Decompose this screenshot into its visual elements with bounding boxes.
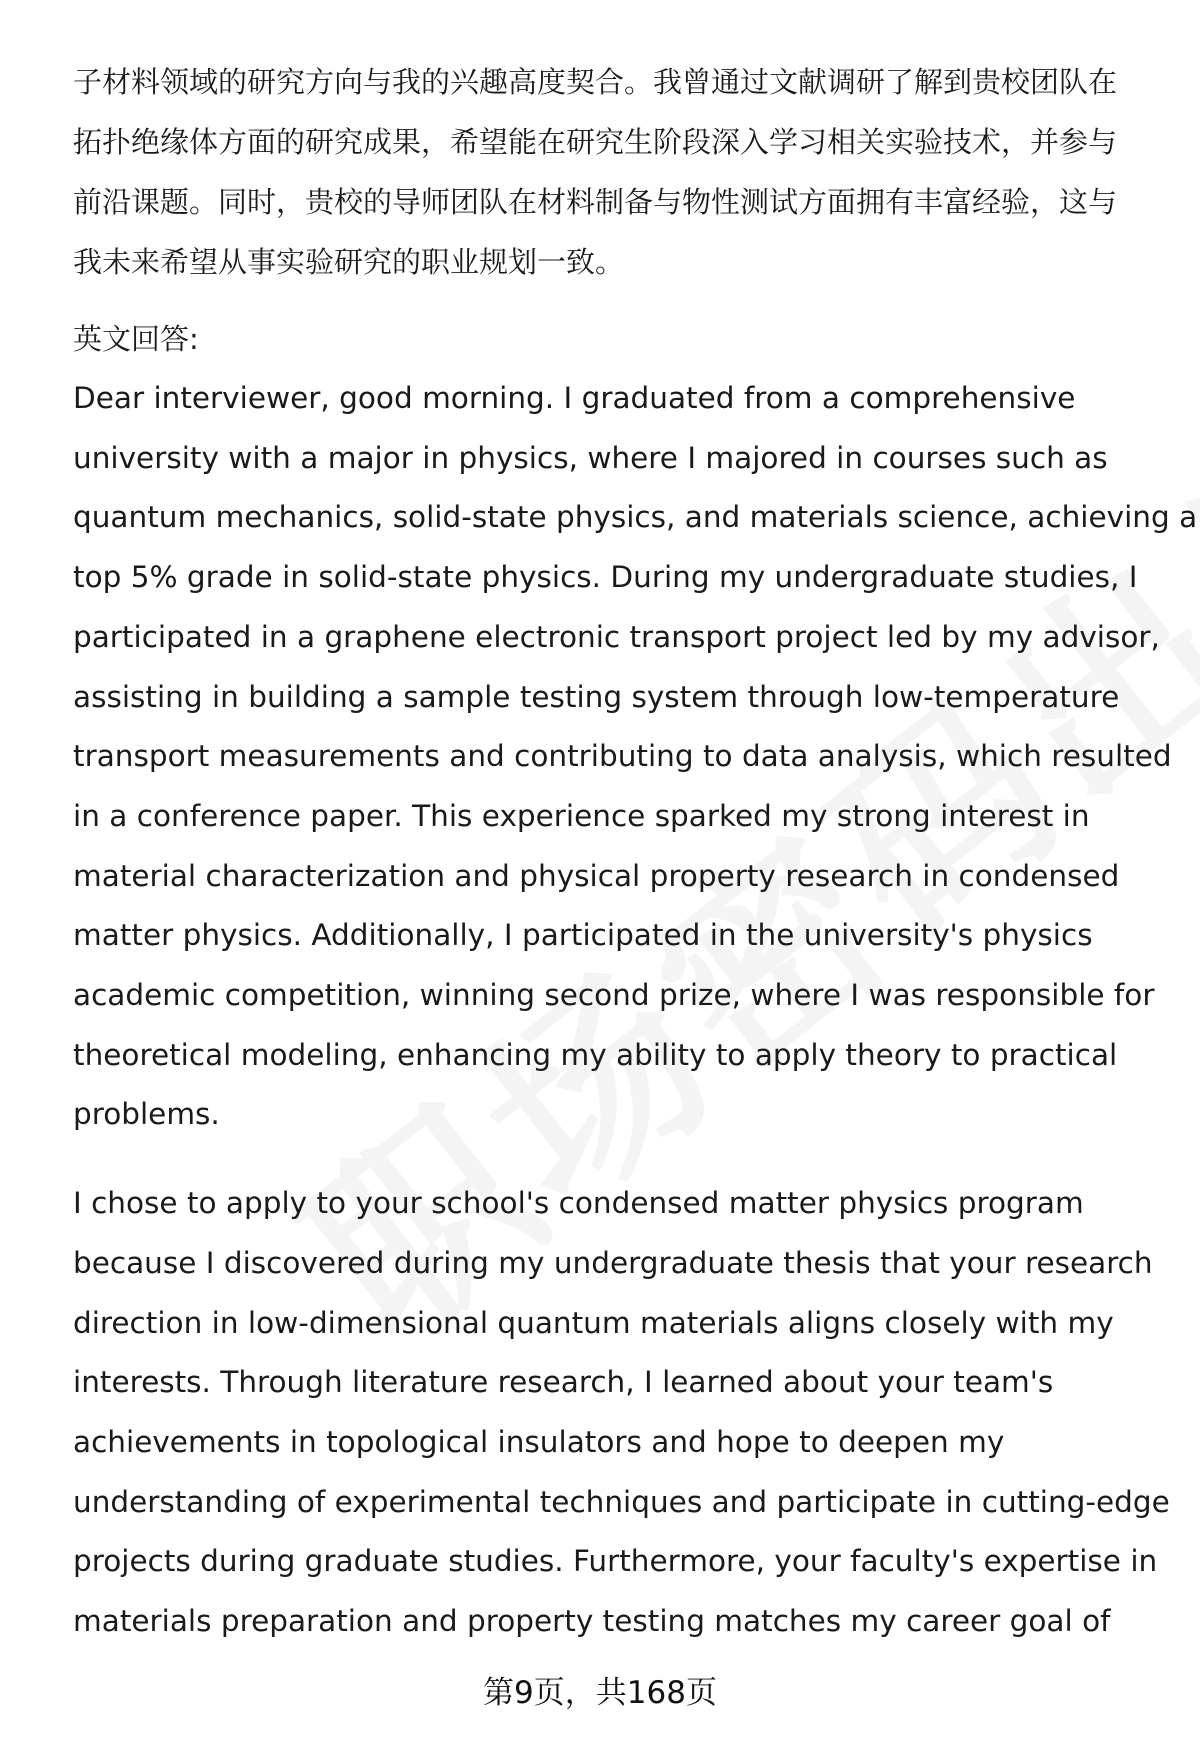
english-p2-line-4: interests. Through literature research, I learned about your team's [73, 1365, 1054, 1400]
english-p1-line-1: Dear interviewer, good morning. I graduated from a comprehensive [73, 381, 1076, 415]
english-p1-line-7: transport measurements and contributing to data analysis, which resulted [73, 739, 1172, 774]
english-p1-line-4: top 5% grade in solid-state physics. During my undergraduate studies, I [73, 560, 1138, 595]
english-paragraph-1 [73, 369, 1198, 1145]
english-paragraph-2 [73, 1174, 1170, 1652]
chinese-paragraph [73, 52, 1158, 292]
english-p1-line-12: theoretical modeling, enhancing my ability to apply theory to practical [73, 1037, 1118, 1072]
spacer [73, 1145, 1158, 1174]
english-answer-label: 英文回答: [73, 322, 199, 356]
english-p2-line-6: understanding of experimental techniques and participate in cutting-edge [73, 1484, 1170, 1519]
english-p2-line-1: I chose to apply to your school's condensed matter physics program [73, 1186, 1084, 1221]
spacer [73, 292, 1158, 309]
english-p1-line-6: assisting in building a sample testing system through low-temperature [73, 679, 1120, 714]
english-p2-line-7: projects during graduate studies. Furthermore, your faculty's expertise in [73, 1544, 1158, 1579]
english-p1-line-9: material characterization and physical property research in condensed [73, 858, 1120, 893]
english-p1-line-11: academic competition, winning second prize, where I was responsible for [73, 978, 1155, 1013]
english-p1-line-8: in a conference paper. This experience sparked my strong interest in [73, 798, 1090, 833]
chinese-line-4: 我未来希望从事实验研究的职业规划一致。 [73, 245, 625, 279]
english-p1-line-5: participated in a graphene electronic transport project led by my advisor, [73, 619, 1160, 654]
english-p2-line-2: because I discovered during my undergraduate thesis that your research [73, 1245, 1153, 1280]
english-p1-line-10: matter physics. Additionally, I participated in the university's physics [73, 918, 1093, 953]
english-p1-line-13: problems. [73, 1097, 220, 1132]
chinese-line-1: 子材料领域的研究方向与我的兴趣高度契合。我曾通过文献调研了解到贵校团队在 [73, 65, 1118, 99]
chinese-line-2: 拓扑绝缘体方面的研究成果，希望能在研究生阶段深入学习相关实验技术，并参与 [73, 125, 1118, 159]
english-p2-line-8: materials preparation and property testing matches my career goal of [73, 1604, 1111, 1639]
document-body [73, 52, 1198, 1652]
page-number-footer: 第9页，共168页 [483, 1675, 717, 1711]
english-p2-line-5: achievements in topological insulators and hope to deepen my [73, 1424, 1005, 1459]
english-p1-line-2: university with a major in physics, where I majored in courses such as [73, 440, 1108, 475]
english-p2-line-3: direction in low-dimensional quantum materials aligns closely with my [73, 1305, 1114, 1340]
english-p1-line-3: quantum mechanics, solid-state physics, and materials science, achieving a [73, 500, 1198, 535]
chinese-line-3: 前沿课题。同时，贵校的导师团队在材料制备与物性测试方面拥有丰富经验，这与 [73, 185, 1118, 219]
